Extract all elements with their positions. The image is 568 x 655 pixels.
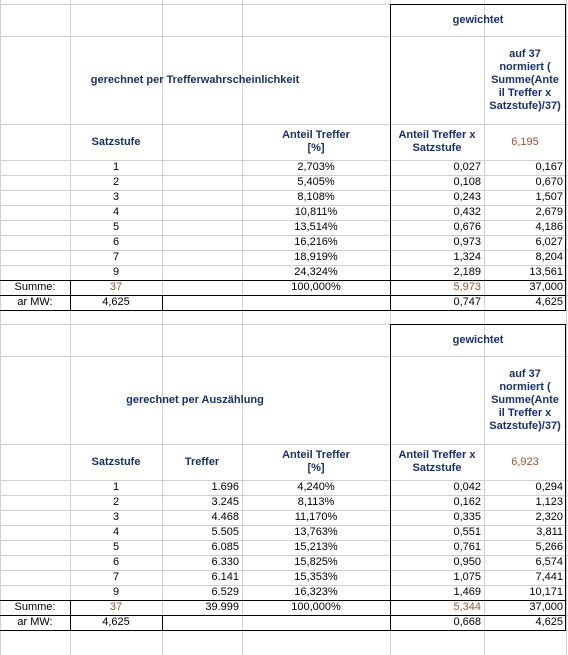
table1-summe-stufe: 37 bbox=[109, 281, 123, 293]
table-cell-normiert: 3,811 bbox=[536, 526, 563, 538]
table-cell-treffer: 3.245 bbox=[211, 496, 239, 508]
table-cell-treffer: 4.468 bbox=[211, 511, 239, 523]
table-cell-anteil-x: 0,676 bbox=[453, 221, 481, 233]
cell-border bbox=[390, 4, 566, 5]
table-cell-stufe: 9 bbox=[112, 586, 120, 598]
table-cell-anteil: 2,703% bbox=[297, 161, 335, 173]
table-cell-anteil-x: 1,324 bbox=[453, 251, 481, 263]
table-cell-normiert: 8,204 bbox=[535, 251, 563, 263]
table-cell-stufe: 2 bbox=[112, 176, 120, 188]
cell-border bbox=[0, 295, 566, 296]
table-cell-anteil-x: 0,335 bbox=[453, 511, 481, 523]
table-cell-normiert: 0,670 bbox=[535, 176, 563, 188]
cell-border bbox=[0, 600, 566, 601]
table-cell-anteil-x: 1,075 bbox=[453, 571, 481, 583]
table-cell-stufe: 4 bbox=[112, 206, 120, 218]
table-cell-treffer: 6.330 bbox=[211, 556, 239, 568]
table-cell-stufe: 7 bbox=[112, 571, 120, 583]
table2-summe-anteil: 100,000% bbox=[291, 601, 341, 613]
table-cell-stufe: 7 bbox=[112, 251, 120, 263]
table-cell-stufe: 5 bbox=[112, 221, 120, 233]
table-cell-stufe: 1 bbox=[112, 161, 120, 173]
table-cell-anteil-x: 0,432 bbox=[453, 206, 481, 218]
table-cell-normiert: 6,027 bbox=[535, 236, 563, 248]
table2-mw-normiert: 4,625 bbox=[535, 616, 563, 628]
table-cell-anteil: 5,405% bbox=[297, 176, 335, 188]
cell-border bbox=[390, 324, 566, 325]
table2-mw-anteil-x: 0,668 bbox=[453, 616, 481, 628]
table2-summe-normiert: 37,000 bbox=[529, 601, 563, 613]
cell-border bbox=[565, 4, 566, 310]
cell-border bbox=[565, 324, 566, 630]
table1-col-anteil-x: Anteil Treffer x Satzstufe bbox=[398, 129, 476, 154]
table1-title: gerechnet per Trefferwahrscheinlichkeit bbox=[90, 73, 300, 86]
table-cell-normiert: 4,186 bbox=[535, 221, 563, 233]
table2-col-anteil: Anteil Treffer [%] bbox=[282, 449, 350, 474]
table-cell-anteil: 11,170% bbox=[294, 511, 338, 523]
table2-summe-stufe: 37 bbox=[109, 601, 123, 613]
table-cell-stufe: 6 bbox=[112, 556, 120, 568]
table1-summe-normiert: 37,000 bbox=[529, 281, 563, 293]
table2-title: gerechnet per Auszählung bbox=[126, 393, 264, 406]
table-cell-anteil: 16,216% bbox=[294, 236, 338, 248]
table1-col-satzstufe: Satzstufe bbox=[91, 135, 141, 148]
table1-summe-label: Summe: bbox=[14, 281, 56, 293]
table-cell-anteil-x: 0,950 bbox=[453, 556, 481, 568]
table2-mw-stufe: 4,625 bbox=[102, 616, 130, 628]
table2-col-treffer: Treffer bbox=[184, 455, 220, 468]
table-cell-treffer: 1.696 bbox=[211, 481, 239, 493]
cell-border bbox=[70, 600, 71, 630]
table-cell-treffer: 6.529 bbox=[211, 586, 239, 598]
cell-border bbox=[0, 280, 566, 281]
cell-border bbox=[0, 310, 566, 311]
table1-summe-anteil: 100,000% bbox=[291, 281, 341, 293]
table-cell-normiert: 0,294 bbox=[535, 481, 563, 493]
table-cell-normiert: 0,167 bbox=[535, 161, 563, 173]
table-cell-anteil: 8,108% bbox=[297, 191, 335, 203]
table-cell-anteil: 13,763% bbox=[294, 526, 338, 538]
cell-border bbox=[0, 630, 566, 631]
table-cell-stufe: 1 bbox=[112, 481, 120, 493]
table-cell-anteil: 15,353% bbox=[294, 571, 338, 583]
table-cell-anteil-x: 0,973 bbox=[453, 236, 481, 248]
cell-border bbox=[70, 280, 71, 310]
table-cell-anteil: 24,324% bbox=[294, 266, 338, 278]
table-cell-stufe: 5 bbox=[112, 541, 120, 553]
table-cell-anteil-x: 2,189 bbox=[453, 266, 481, 278]
table-cell-stufe: 3 bbox=[112, 511, 120, 523]
table-cell-stufe: 4 bbox=[112, 526, 120, 538]
table-cell-anteil: 18,919% bbox=[294, 251, 338, 263]
table1-weighted-header: gewichtet bbox=[452, 13, 504, 26]
table-cell-anteil: 15,213% bbox=[294, 541, 338, 553]
table-cell-stufe: 3 bbox=[112, 191, 120, 203]
table2-normiert-header: auf 37 normiert ( Summe(Ante il Treffer x Satzstufe)/37) bbox=[489, 367, 561, 432]
table-cell-anteil-x: 0,108 bbox=[453, 176, 481, 188]
cell-border bbox=[0, 615, 566, 616]
gridline-vertical bbox=[566, 0, 567, 655]
table-cell-anteil-x: 0,042 bbox=[453, 481, 481, 493]
table-cell-anteil-x: 0,761 bbox=[453, 541, 481, 553]
table2-summe-treffer: 39.999 bbox=[205, 601, 239, 613]
table2-weighted-header: gewichtet bbox=[452, 333, 504, 346]
table2-summe-anteil-x: 5,344 bbox=[453, 601, 481, 613]
table1-mw-normiert: 4,625 bbox=[535, 296, 563, 308]
table-cell-anteil-x: 1,469 bbox=[453, 586, 481, 598]
table-cell-normiert: 5,266 bbox=[535, 541, 563, 553]
table1-header-value: 6,195 bbox=[511, 135, 539, 148]
table-cell-normiert: 2,679 bbox=[535, 206, 563, 218]
table-cell-treffer: 6.141 bbox=[211, 571, 239, 583]
table-cell-anteil: 4,240% bbox=[297, 481, 335, 493]
table-cell-treffer: 5.505 bbox=[211, 526, 239, 538]
table2-header-value: 6,923 bbox=[511, 455, 539, 468]
table-cell-anteil-x: 0,551 bbox=[453, 526, 481, 538]
table2-summe-label: Summe: bbox=[14, 601, 56, 613]
table-cell-stufe: 9 bbox=[112, 266, 120, 278]
table-cell-normiert: 2,320 bbox=[535, 511, 563, 523]
table-cell-normiert: 10,171 bbox=[529, 586, 563, 598]
cell-border bbox=[162, 615, 163, 630]
table-cell-treffer: 6.085 bbox=[211, 541, 239, 553]
table-cell-normiert: 13,561 bbox=[529, 266, 563, 278]
table2-mw-label: ar MW: bbox=[17, 616, 53, 628]
table1-normiert-header: auf 37 normiert ( Summe(Ante il Treffer x Satzstufe)/37) bbox=[489, 47, 561, 112]
table-cell-stufe: 6 bbox=[112, 236, 120, 248]
cell-border bbox=[390, 4, 391, 310]
table1-mw-label: ar MW: bbox=[17, 296, 53, 308]
table1-col-anteil: Anteil Treffer [%] bbox=[282, 129, 350, 154]
table-cell-anteil: 13,514% bbox=[294, 221, 338, 233]
cell-border bbox=[390, 324, 391, 630]
table-cell-anteil: 16,323% bbox=[294, 586, 338, 598]
cell-border bbox=[162, 295, 163, 310]
table-cell-normiert: 1,507 bbox=[535, 191, 563, 203]
table1-mw-stufe: 4,625 bbox=[102, 296, 130, 308]
table2-col-satzstufe: Satzstufe bbox=[91, 455, 141, 468]
table2-col-anteil-x: Anteil Treffer x Satzstufe bbox=[398, 449, 476, 474]
table-cell-anteil: 8,113% bbox=[297, 496, 335, 508]
table-cell-stufe: 2 bbox=[112, 496, 120, 508]
table-cell-normiert: 6,574 bbox=[535, 556, 563, 568]
table-cell-anteil-x: 0,243 bbox=[453, 191, 481, 203]
table1-summe-anteil-x: 5,973 bbox=[453, 281, 481, 293]
table-cell-anteil-x: 0,162 bbox=[453, 496, 481, 508]
table-cell-anteil-x: 0,027 bbox=[453, 161, 481, 173]
table-cell-normiert: 7,441 bbox=[535, 571, 563, 583]
table-cell-anteil: 15,825% bbox=[294, 556, 338, 568]
table-cell-anteil: 10,811% bbox=[294, 206, 338, 218]
table1-mw-anteil-x: 0,747 bbox=[453, 296, 481, 308]
table-cell-normiert: 1,123 bbox=[535, 496, 563, 508]
